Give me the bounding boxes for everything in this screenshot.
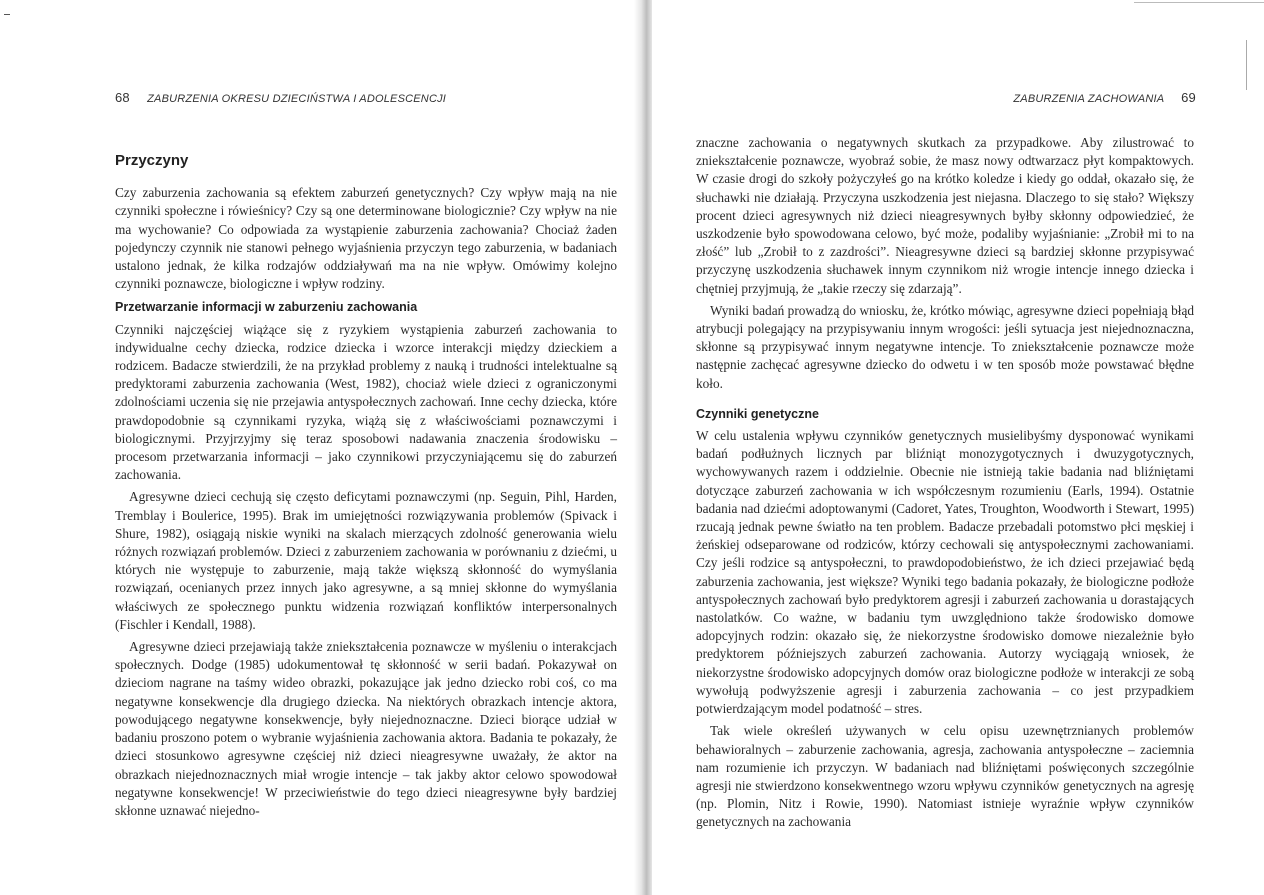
paragraph: Wyniki badań prowadzą do wniosku, że, krótko mówiąc, agresywne dzieci popełniają błąd atrybucji polegający na przypisywaniu innym wrogości: jeśli sytuacja jest niejednoznaczna, skłonne są przypisywać innym negatywne intencje. To zniekształcenie poznawcze może następnie zachęcać agresywne dziecko do odwetu i w ten sposób może powstawać błędne koło. [696,302,1194,391]
subsection-title: Przetwarzanie informacji w zaburzeniu zachowania [115,300,418,315]
paragraph: Agresywne dzieci cechują się często deficytami poznawczymi (np. Seguin, Pihl, Harden, Tremblay i Boulerice, 1995). Brak im umiejętności rozwiązywania problemów (Spivack i Shure, 1982), osiągają niskie wyniki na skalach mierzących zdolność generowania wielu różnych rozwiązań problemów. Dzieci z zaburzeniem zachowania w porównaniu z dziećmi, u których nie występuje to zaburzenie, mają także większą skłonność do wymyślania rozwiązań, ocenianych przez innych jako agresywne, a są mniej skłonne do wymyślania właściwych ze społecznego punktu widzenia rozwiązań konfliktów interpersonalnych (Fischler i Kendall, 1988). [115,489,617,632]
left-text-column [115,152,617,824]
subsection-title: Czynniki genetyczne [696,406,819,421]
right-running-head [1013,90,1196,105]
right-text-column [696,134,1194,836]
left-running-head [115,90,446,105]
paragraph: Czy zaburzenia zachowania są efektem zaburzeń genetycznych? Czy wpływ mają na nie czynniki społeczne i rówieśnicy? Czy są one determinowane biologicznie? Czy wpływ na nie ma wychowanie? Co odpowiada za wystąpienie zaburzenia zachowania? Chociaż żaden pojedynczy czynnik nie stanowi pełnego wyjaśnienia przyczyn tego zaburzenia, w badaniach ustalono jednak, że kilka rodzajów oddziaływań ma na nie wpływ. Omówimy kolejno czynniki poznawcze, biologiczne i wpływ rodziny. [115,185,617,292]
paragraph: Agresywne dzieci przejawiają także zniekształcenia poznawcze w myśleniu o interakcjach społecznych. Dodge (1985) udokumentował tę skłonność w serii badań. Pokazywał on dzieciom nagrane na taśmy wideo obrazki, pokazujące jak jedno dziecko robi coś, co ma negatywne konsekwencje dla drugiego dziecka. Na niektórych obrazkach intencje aktora, powodującego negatywne konsekwencje, były niejednoznaczne. Dzieci biorące udział w badaniu proszono potem o wybranie wyjaśnienia zachowania aktora. Badania te pokazały, że dzieci stosunkowo agresywne częściej niż dzieci nieagresywne uważały, że aktor na obrazkach niejednoznacznych miał wrogie intencje – tak jakby aktor celowo spowodował negatywne konsekwencje! W przeciwieństwie do tego dzieci nieagresywne były bardziej skłonne uznawać niejedno- [115,639,617,818]
section-title: Przyczyny [115,152,189,169]
right-page-number: 69 [1181,90,1196,105]
right-page [642,0,1264,895]
right-running-title: ZABURZENIA ZACHOWANIA [1013,93,1164,105]
paragraph: Tak wiele określeń używanych w celu opisu uzewnętrznianych problemów behawioralnych – zaburzenie zachowania, agresja, zachowania antyspołeczne – zaciemnia nam rozumienie ich przyczyn. W badaniach nad bliźniętami poświęconych szczególnie agresji nie stwierdzono konsekwentnego wzoru wpływu czynników genetycznych na agresję (np. Plomin, Nitz i Rowie, 1990). Natomiast istnieje wyraźnie wpływ czynników genetycznych na zachowania [696,723,1194,830]
paragraph: Czynniki najczęściej wiążące się z ryzykiem wystąpienia zaburzeń zachowania to indywidualne cechy dziecka, rodzice dziecka i wzorce interakcji między dzieckiem a rodzicem. Badacze stwierdzili, że na przykład problemy z nauką i trudności intelektualne są predyktorami zaburzenia zachowania (West, 1982), chociaż wiele dzieci z ograniczonymi zdolnościami uczenia się nie przejawia antyspołecznych zachowań. Inne cechy dziecka, które prawdopodobnie są czynnikami ryzyka, wiążą się z właściwościami poznawczymi i biologicznymi. Przyjrzyjmy się teraz sposobowi nadawania znaczenia środowisku – procesom przetwarzania informacji – jako czynnikowi przyczyniającemu się do zaburzeń zachowania. [115,321,617,483]
paragraph: W celu ustalenia wpływu czynników genetycznych musielibyśmy dysponować wynikami badań podłużnych licznych par bliźniąt monozygotycznych i dwuzygotycznych, wychowywanych razem i oddzielnie. Obecnie nie istnieją takie badania nad bliźniętami dotyczące zaburzeń zachowania w ich współczesnym rozumieniu (Earls, 1994). Ostatnie badania nad dziećmi adoptowanymi (Cadoret, Yates, Troughton, Woodworth i Stewart, 1995) rzucają jednak pewne światło na ten problem. Badacze przebadali potomstwo płci męskiej i żeńskiej odseparowane od rodziców, którzy cechowali się antyspołecznymi zachowaniami. Czy jeśli rodzice są antyspołeczni, to prawdopodobieństwo, że ich dzieci przejawiać będą zaburzenia zachowania, jest większe? Wyniki tego badania pokazały, że biologiczne podłoże antyspołecznych zachowań było predyktorem agresji i zaburzeń zachowania u dorastających nastolatków. Co ważne, w badaniu tym uwzględniono także środowisko domowe adopcyjnych rodzin: okazało się, że niekorzystne środowisko domowe niezależnie było predyktorem późniejszych zaburzeń zachowania. Autorzy wyciągają wniosek, że niekorzystne środowisko adopcyjnych domów oraz biologiczne podłoże w interakcji ze sobą wywołują podwyższenie agresji i zaburzenia zachowania – co jest przypadkiem potwierdzającym model podatność – stres. [696,428,1194,717]
paragraph: znaczne zachowania o negatywnych skutkach za przypadkowe. Aby zilustrować to zniekształcenie poznawcze, wyobraź sobie, że masz nowy odtwarzacz płyt kompaktowych. W czasie drogi do szkoły pożyczyłeś go na krótko koledze i kiedy go oddał, okazało się, że słuchawki nie działają. Przyczyna uszkodzenia jest niejasna. Dlaczego to się stało? Większy procent dzieci agresywnych niż dzieci nieagresywnych byłby skłonny odpowiedzieć, że uszkodzenie było spowodowana celowo, być może, podaliby wyjaśnianie: „Zrobił mi to na złość” lub „Zrobił to z zazdrości”. Nieagresywne dzieci są bardziej skłonne przypisywać przyczynę uszkodzenia słuchawek innym czynnikom niż wrogie intencje innego dziecka i chętniej przyjmują, że „takie rzeczy się zdarzają”. [696,135,1194,296]
left-running-title: ZABURZENIA OKRESU DZIECIŃSTWA I ADOLESCENCJI [147,93,447,105]
left-page-number: 68 [115,90,130,105]
margin-mark [1246,40,1247,90]
